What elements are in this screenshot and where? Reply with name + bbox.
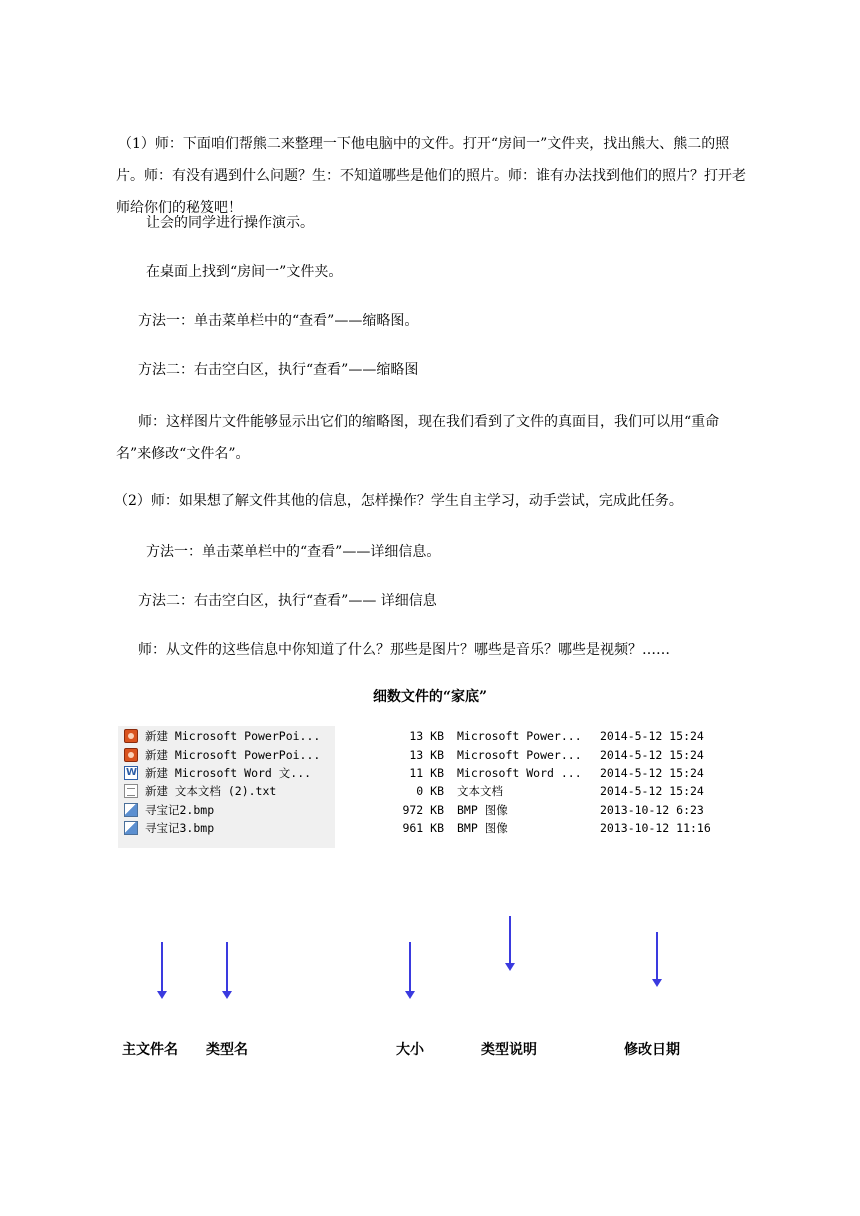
file-row[interactable] — [118, 782, 718, 800]
file-date: 2014-5-12 15:24 — [600, 766, 704, 780]
paragraph-find-folder: 在桌面上找到“房间一”文件夹。 — [146, 264, 343, 280]
label-main-file-name: 主文件名 — [122, 1042, 178, 1058]
file-name: 新建 Microsoft PowerPoi... — [145, 748, 321, 762]
file-details-list — [118, 726, 718, 848]
arrow-size — [409, 942, 411, 992]
file-name: 新建 Microsoft Word 文... — [145, 766, 312, 780]
text-file-icon — [124, 784, 138, 798]
word-file-icon — [124, 766, 138, 780]
paragraph-thumbnail-method-1: 方法一：单击菜单栏中的“查看”——缩略图。 — [138, 313, 419, 329]
file-date: 2014-5-12 15:24 — [600, 748, 704, 762]
file-size: 11 KB — [409, 766, 444, 780]
file-size: 972 KB — [402, 803, 444, 817]
file-date: 2014-5-12 15:24 — [600, 784, 704, 798]
file-type: BMP 图像 — [457, 821, 508, 835]
arrow-main-name — [161, 942, 163, 992]
file-size: 961 KB — [402, 821, 444, 835]
label-type-description: 类型说明 — [481, 1042, 537, 1058]
file-date: 2013-10-12 6:23 — [600, 803, 704, 817]
paragraph-intro: （1）师：下面咱们帮熊二来整理一下他电脑中的文件。打开“房间一”文件夹，找出熊大、熊二的照片。师：有没有遇到什么问题？生：不知道哪些是他们的照片。师：谁有办法找到他们的照片？打开老师给你们的秘笈吧！ — [116, 136, 746, 216]
file-row[interactable] — [118, 764, 718, 782]
powerpoint-file-icon — [124, 748, 138, 762]
arrow-type-name — [226, 942, 228, 992]
file-type: BMP 图像 — [457, 803, 508, 817]
paragraph-question: 师：从文件的这些信息中你知道了什么？那些是图片？哪些是音乐？哪些是视频？…… — [138, 642, 670, 658]
file-name: 新建 Microsoft PowerPoi... — [145, 729, 321, 743]
label-modified-date: 修改日期 — [624, 1042, 680, 1058]
powerpoint-file-icon — [124, 729, 138, 743]
arrow-modified-date — [656, 932, 658, 980]
file-row[interactable] — [118, 746, 718, 764]
file-name: 寻宝记2.bmp — [145, 803, 215, 817]
file-type: Microsoft Power... — [457, 729, 582, 743]
arrow-type-description — [509, 916, 511, 964]
paragraph-rename: 师：这样图片文件能够显示出它们的缩略图，现在我们看到了文件的真面目，我们可以用“重命名”来修改“文件名”。 — [116, 414, 720, 462]
file-type: Microsoft Word ... — [457, 766, 582, 780]
file-type: 文本文档 — [457, 784, 503, 798]
file-row[interactable] — [118, 801, 718, 819]
file-type: Microsoft Power... — [457, 748, 582, 762]
file-size: 13 KB — [409, 729, 444, 743]
label-type-name: 类型名 — [206, 1042, 248, 1058]
file-date: 2014-5-12 15:24 — [600, 729, 704, 743]
paragraph-file-info: （2）师：如果想了解文件其他的信息，怎样操作？学生自主学习，动手尝试，完成此任务。 — [114, 493, 683, 509]
figure-caption: 细数文件的“家底” — [372, 689, 488, 705]
label-size: 大小 — [396, 1042, 424, 1058]
paragraph-details-method-2: 方法二：右击空白区，执行“查看”—— 详细信息 — [138, 593, 437, 609]
file-name: 新建 文本文档 (2).txt — [145, 784, 277, 798]
file-size: 13 KB — [409, 748, 444, 762]
bitmap-file-icon — [124, 803, 138, 817]
file-name: 寻宝记3.bmp — [145, 821, 215, 835]
paragraph-details-method-1: 方法一：单击菜单栏中的“查看”——详细信息。 — [146, 544, 441, 560]
bitmap-file-icon — [124, 821, 138, 835]
file-date: 2013-10-12 11:16 — [600, 821, 711, 835]
file-size: 0 KB — [416, 784, 444, 798]
file-row[interactable] — [118, 819, 718, 837]
paragraph-thumbnail-method-2: 方法二：右击空白区，执行“查看”——缩略图 — [138, 362, 419, 378]
paragraph-demo: 让会的同学进行操作演示。 — [146, 215, 314, 231]
file-row[interactable] — [118, 727, 718, 745]
